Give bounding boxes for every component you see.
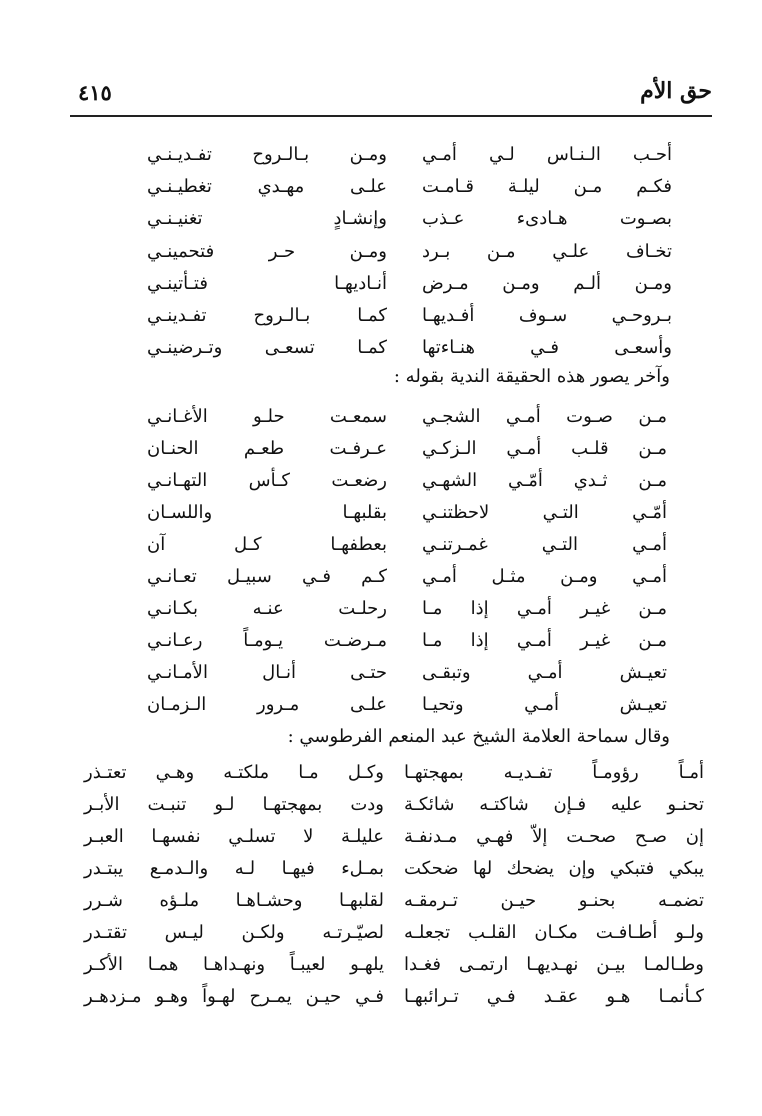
verse-line — [0, 594, 762, 626]
second-hemistich: بقلبهـا واللسـان — [147, 502, 387, 523]
first-hemistich: فكـم مـن ليلـة قـامـت — [422, 176, 672, 198]
verse-line — [0, 854, 762, 886]
verse-line — [0, 237, 762, 269]
second-hemistich: وكـل مـا ملكتـه وهـي تعتـذر — [84, 762, 384, 783]
first-hemistich: تحنـو عليه فـإن شاكتـه شائكـة — [404, 794, 704, 815]
verse-line — [0, 498, 762, 530]
second-hemistich: كـم فـي سبيـل تعـانـي — [147, 566, 387, 587]
verse-line — [0, 172, 762, 204]
second-hemistich: مـرضـت يـومـاً رعـانـي — [147, 630, 387, 651]
second-hemistich: حتـى أنـال الأمـانـي — [147, 662, 387, 683]
verse-line — [0, 466, 762, 498]
running-title: حق الأم — [640, 78, 712, 104]
verse-line — [0, 301, 762, 333]
second-hemistich: رضعـت كـأس التهـانـي — [147, 470, 387, 491]
first-hemistich: ومـن ألـم ومـن مـرض — [422, 272, 672, 294]
poem-3 — [0, 758, 762, 1014]
verse-line — [0, 434, 762, 466]
first-hemistich: مـن ثـدي أمّـي الشهـي — [422, 470, 667, 491]
second-hemistich: لصيّـرتـه ولكـن ليـس تقتـدر — [84, 922, 384, 943]
verse-line — [0, 758, 762, 790]
first-hemistich: إن صـح صحـت إلاّ فهـي مـدنفـة — [404, 826, 704, 847]
first-hemistich: أحـب الـنـاس لـي أمـي — [422, 144, 672, 165]
first-hemistich: مـن صـوت أمـي الشجـي — [422, 406, 667, 427]
first-hemistich: أمـي ومـن مثـل أمـي — [422, 566, 667, 587]
second-hemistich: عليلـة لا تسلـي نفسهـا العبـر — [84, 826, 384, 847]
second-hemistich: علـى مهـدي تغطيـنـي — [147, 176, 387, 198]
poem-2-introduction: وآخر يصور هذه الحقيقة الندية بقوله : — [393, 366, 670, 387]
first-hemistich: تضمـه بحنـو حيـن تـرمقـه — [404, 890, 704, 911]
first-hemistich: تعيـش أمـي وتبقـى — [422, 662, 667, 683]
second-hemistich: بعطفهـا كـل آن — [147, 534, 387, 555]
verse-line — [0, 562, 762, 594]
second-hemistich: أنـاديهـا فتـأتينـي — [147, 272, 387, 294]
first-hemistich: كـأنمـا هـو عقـد فـي تـرائبهـا — [404, 986, 704, 1007]
first-hemistich: أمـي التـي غمـرتنـي — [422, 534, 667, 555]
first-hemistich: وأسعـى فـي هنـاءتها — [422, 337, 672, 359]
second-hemistich: رحلـت عنـه بكـانـي — [147, 598, 387, 619]
verse-line — [0, 886, 762, 918]
second-hemistich: بمـلء فيهـا لـه والـدمـع يبتـدر — [84, 858, 384, 879]
verse-line — [0, 204, 762, 236]
verse-line — [0, 658, 762, 690]
first-hemistich: أمّـي التـي لاحظتنـي — [422, 502, 667, 523]
first-hemistich: بصـوت هـادىء عـذب — [422, 208, 672, 230]
poem-2 — [0, 402, 762, 722]
second-hemistich: لقلبهـا وحشـاهـا ملـؤه شـرر — [84, 890, 384, 911]
first-hemistich: مـن غيـر أمـي إذا مـا — [422, 630, 667, 651]
second-hemistich: عـرفـت طعـم الحنـان — [147, 438, 387, 459]
verse-line — [0, 690, 762, 722]
page-header — [70, 78, 712, 112]
second-hemistich: سمعـت حلـو الأغـانـي — [147, 406, 387, 427]
first-hemistich: تعيـش أمـي وتحيـا — [422, 694, 667, 715]
second-hemistich: كمـا تسعـى وتـرضينـي — [147, 337, 387, 359]
first-hemistich: بـروحـي سـوف أفـديهـا — [422, 304, 672, 326]
header-rule — [70, 115, 712, 117]
first-hemistich: مـن غيـر أمـي إذا مـا — [422, 598, 667, 619]
verse-line — [0, 626, 762, 658]
verse-line — [0, 333, 762, 365]
verse-line — [0, 790, 762, 822]
verse-line — [0, 918, 762, 950]
first-hemistich: أمـاً رؤومـاً تفـديـه بمهجتهـا — [404, 762, 704, 783]
verse-line — [0, 822, 762, 854]
verse-line — [0, 530, 762, 562]
page-number: ٤١٥ — [78, 80, 112, 105]
second-hemistich: ومـن بـالـروح تفـديـنـي — [147, 144, 387, 165]
first-hemistich: تخـاف علـي مـن بـرد — [422, 240, 672, 262]
second-hemistich: يلهـو لعيبـاً ونهـداهـا همـا الأكـر — [84, 954, 384, 975]
second-hemistich: ودت بمهجتهـا لـو تنبـت الأبـر — [84, 794, 384, 815]
second-hemistich: ومـن حـر فتحمينـي — [147, 240, 387, 262]
verse-line — [0, 269, 762, 301]
poem-1 — [0, 140, 762, 365]
first-hemistich: يبكي فتبكي وإن يضحك لها ضحكت — [404, 858, 704, 879]
first-hemistich: وطـالمـا بيـن نهـديهـا ارتمـى فغـدا — [404, 954, 704, 975]
verse-line — [0, 950, 762, 982]
first-hemistich: ولـو أطـافـت مكـان القلـب تجعلـه — [404, 922, 704, 943]
verse-line — [0, 982, 762, 1014]
second-hemistich: فـي حيـن يمـرح لهـواً وهـو مـزدهـر — [84, 986, 384, 1007]
second-hemistich: وإنشـادٍ تغنيـنـي — [147, 208, 387, 230]
first-hemistich: مـن قلـب أمـي الـزكـي — [422, 438, 667, 459]
second-hemistich: علـى مـرور الـزمـان — [147, 694, 387, 715]
verse-line — [0, 402, 762, 434]
second-hemistich: كمـا بـالـروح تفـدينـي — [147, 304, 387, 326]
poem-3-introduction: وقال سماحة العلامة الشيخ عبد المنعم الفرطوسي : — [287, 726, 670, 747]
verse-line — [0, 140, 762, 172]
